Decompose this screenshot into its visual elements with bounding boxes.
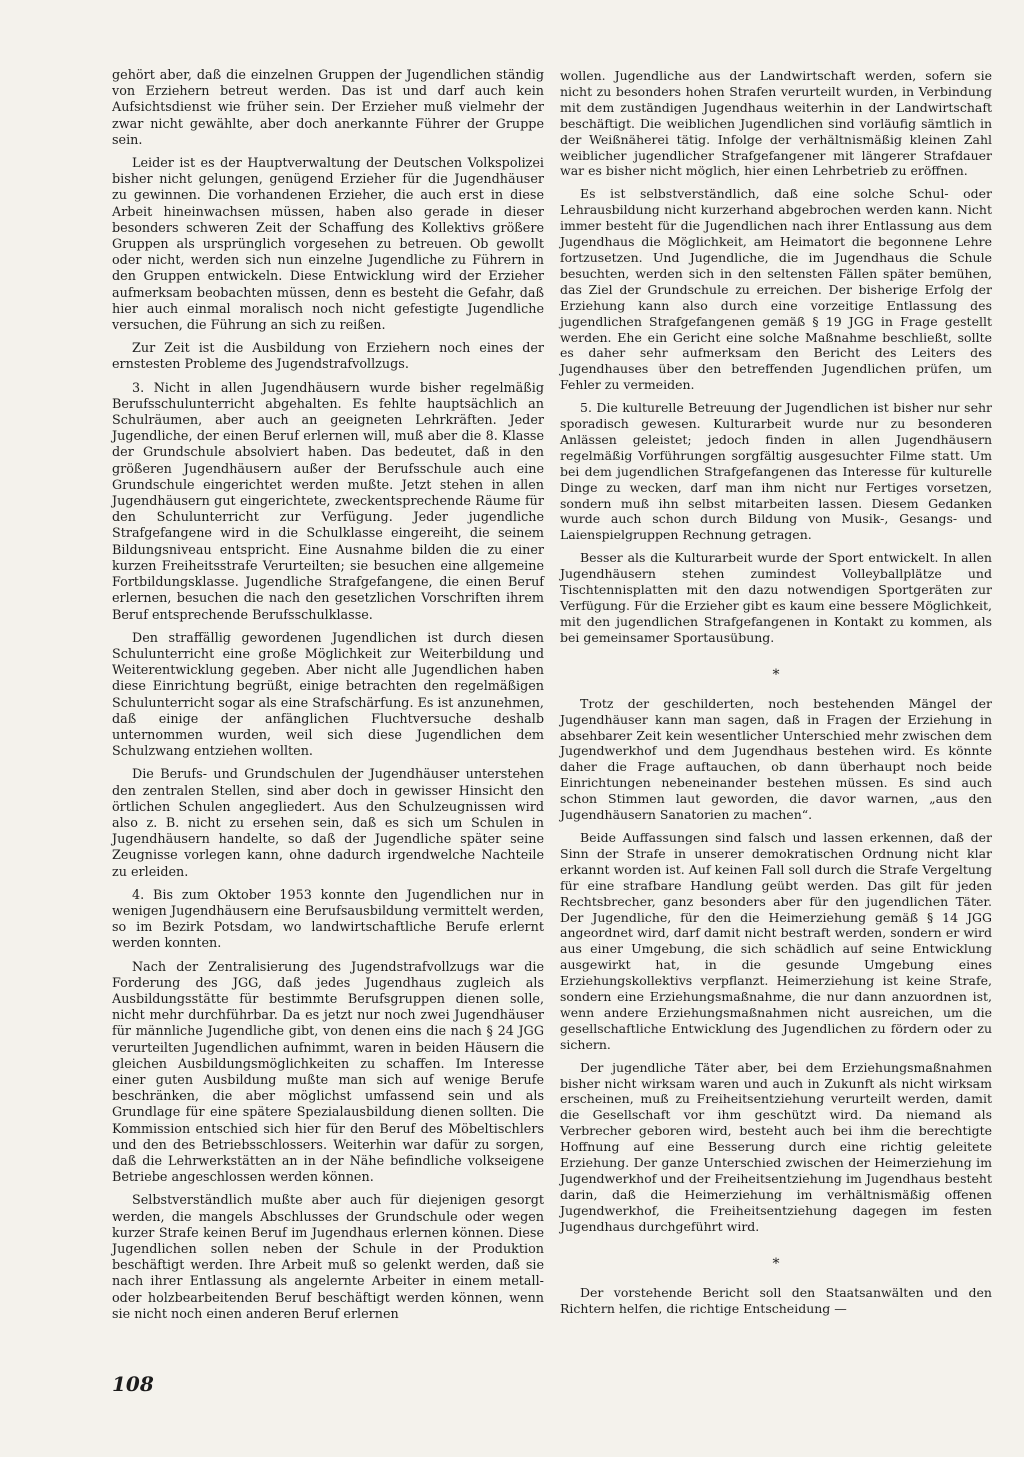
- paragraph: Die Berufs- und Grundschulen der Jugendhäuser unterstehen den zentralen Stellen, sind aber doch in gewisser Hinsicht den örtlichen Schulen angegliedert. Aus den Schulzeugnissen wird also z. B. nicht zu ersehen sein, daß es sich um Schulen in Jugendhäusern handelte, so daß der Jugendliche später seine Zeugnisse vorlegen kann, ohne dadurch irgendwelche Nachteile zu erleiden.: [112, 767, 544, 880]
- paragraph: Besser als die Kulturarbeit wurde der Sport entwickelt. In allen Jugendhäusern stehen zumindest Volleyballplätze und Tischtennisplatten mit den dazu notwendigen Sportgeräten zur Verfügung. Für die Erzieher gibt es kaum eine bessere Möglichkeit, mit den jugendlichen Strafgefangenen in Kontakt zu kommen, als bei gemeinsamer Sportausübung.: [560, 550, 992, 645]
- paragraph: Der vorstehende Bericht soll den Staatsanwälten und den Richtern helfen, die richtige Entscheidung —: [560, 1284, 992, 1316]
- paragraph: Den straffällig gewordenen Jugendlichen ist durch diesen Schulunterricht eine große Möglichkeit zur Weiterbildung und Weiterentwicklung gegeben. Aber nicht alle Jugendlichen haben diese Einrichtung begrüßt, einige betrachten den regelmäßigen Schulunterricht sogar als eine Strafschärfung. Es ist anzunehmen, daß einige der anfänglichen Fluchtversuche deshalb unternommen wurden, weil sich diese Jugendlichen dem Schulzwang entziehen wollten.: [112, 630, 544, 760]
- paragraph: Nach der Zentralisierung des Jugendstrafvollzugs war die Forderung des JGG, daß jedes Jugendhaus zugleich als Ausbildungsstätte für bestimmte Berufsgruppen dienen solle, nicht mehr durchführbar. Da es jetzt nur noch zwei Jugendhäuser für männliche Jugendliche gibt, von denen eins die nach § 24 JGG verurteilten Jugendlichen aufnimmt, waren in beiden Häusern die gleichen Ausbildungsmöglichkeiten zu schaffen. Im Interesse einer guten Ausbildung mußte man sich auf wenige Berufe beschränken, die aber möglichst umfassend sein und als Grundlage für eine spätere Spezialausbildung dienen sollten. Die Kommission entschied sich hier für den Beruf des Möbeltischlers und den des Betriebsschlossers. Weiterhin war dafür zu sorgen, daß die Lehrwerkstätten an in der Nähe befindliche volkseigene Betriebe angeschlossen werden können.: [112, 959, 544, 1186]
- paragraph: Beide Auffassungen sind falsch und lassen erkennen, daß der Sinn der Strafe in unserer demokratischen Ordnung nicht klar erkannt worden ist. Auf keinen Fall soll durch die Strafe Vergeltung für eine strafbare Handlung geübt werden. Das gilt für jeden Rechtsbrecher, ganz besonders aber für den jugendlichen Täter. Der Jugendliche, für den die Heimerziehung gemäß § 14 JGG angeordnet wird, darf damit nicht bestraft werden, sondern er wird aus einer Umgebung, die sich schädlich auf seine Entwicklung ausgewirkt hat, in die gesunde Umgebung eines Erziehungskollektivs verpflanzt. Heimerziehung ist keine Strafe, sondern eine Erziehungsmaßnahme, die nur dann anzuordnen ist, wenn andere Erziehungsmaßnahmen nicht ausreichen, um die gesellschaftliche Entwicklung des Jugendlichen zu fördern oder zu sichern.: [560, 829, 992, 1052]
- paragraph: Es ist selbstverständlich, daß eine solche Schul- oder Lehrausbildung nicht kurzerhand abgebrochen werden kann. Nicht immer besteht für die Jugendlichen nach ihrer Entlassung aus dem Jugendhaus die Möglichkeit, am Heimatort die begonnene Lehre fortzusetzen. Und Jugendliche, die im Jugendhaus die Schule besuchten, werden sich in den seltensten Fällen später bemühen, das Ziel der Grundschule zu erreichen. Der bisherige Erfolg der Erziehung kann also durch eine vorzeitige Entlassung des jugendlichen Strafgefangenen gemäß § 19 JGG in Frage gestellt werden. Ehe ein Gericht eine solche Maßnahme beschließt, sollte es daher sehr aufmerksam den Bericht des Leiters des Jugendhauses über den betreffenden Jugendlichen prüfen, um Fehler zu vermeiden.: [560, 186, 992, 393]
- section-separator-asterisk: *: [772, 666, 780, 683]
- paragraph: 5. Die kulturelle Betreuung der Jugendlichen ist bisher nur sehr sporadisch gewesen. Kulturarbeit wurde nur zu besonderen Anlässen geleistet; jedoch finden in allen Jugendhäusern regelmäßig Vorführungen sorgfältig ausgesuchter Filme statt. Um bei dem jugendlichen Strafgefangenen das Interesse für kulturelle Dinge zu wecken, darf man ihm nicht nur Fertiges vorsetzen, sondern muß ihn selbst mitarbeiten lassen. Diesem Gedanken wurde auch schon durch Bildung von Musik-, Gesangs- und Laienspielgruppen Rechnung getragen.: [560, 400, 992, 543]
- section-separator-asterisk: *: [772, 1255, 780, 1272]
- paragraph: Leider ist es der Hauptverwaltung der Deutschen Volkspolizei bisher nicht gelungen, genügend Erzieher für die Jugendhäuser zu gewinnen. Die vorhandenen Erzieher, die auch erst in diese Arbeit hineinwachsen müssen, haben also gerade in dieser besonders schweren Zeit der Schaffung des Kollektivs größere Gruppen als ursprünglich vorgesehen zu betreuen. Ob gewollt oder nicht, werden sich nun einzelne Jugendliche zu Führern in den Gruppen entwickeln. Diese Entwicklung wird der Erzieher aufmerksam beobachten müssen, denn es besteht die Gefahr, daß hier auch einmal moralisch noch nicht gefestigte Jugendliche versuchen, die Führung an sich zu reißen.: [112, 156, 544, 334]
- paragraph: Zur Zeit ist die Ausbildung von Erziehern noch eines der ernstesten Probleme des Jugendstrafvollzugs.: [112, 341, 544, 373]
- paragraph: wollen. Jugendliche aus der Landwirtschaft werden, sofern sie nicht zu besonders hohen Strafen verurteilt wurden, in Verbindung mit dem zuständigen Jugendhaus weiterhin in der Landwirtschaft beschäftigt. Die weiblichen Jugendlichen sind vorläufig sämtlich in der Weißnäherei tätig. Infolge der verhältnismäßig kleinen Zahl weiblicher jugendlicher Strafgefangener mit längerer Strafdauer war es bisher nicht möglich, hier einen Lehrbetrieb zu eröffnen.: [560, 68, 992, 179]
- page-number: 108: [112, 1372, 154, 1396]
- left-text-column: [112, 68, 544, 1330]
- paragraph: Trotz der geschilderten, noch bestehenden Mängel der Jugendhäuser kann man sagen, daß in Fragen der Erziehung in absehbarer Zeit kein wesentlicher Unterschied mehr zwischen dem Jugendwerkhof und dem Jugendhaus bestehen wird. Es könnte daher die Frage auftauchen, ob dann überhaupt noch beide Einrichtungen nebeneinander bestehen müssen. Es sind auch schon Stimmen laut geworden, die davor warnen, „aus den Jugendhäusern Sanatorien zu machen“.: [560, 695, 992, 823]
- paragraph: gehört aber, daß die einzelnen Gruppen der Jugendlichen ständig von Erziehern betreut werden. Das ist und darf auch kein Aufsichtsdienst wie früher sein. Der Erzieher muß vielmehr der zwar nicht gewählte, aber doch anerkannte Führer der Gruppe sein.: [112, 68, 544, 148]
- paragraph: 4. Bis zum Oktober 1953 konnte den Jugendlichen nur in wenigen Jugendhäusern eine Berufsausbildung vermittelt werden, so im Bezirk Potsdam, wo landwirtschaftliche Berufe erlernt werden konnten.: [112, 887, 544, 952]
- paragraph: 3. Nicht in allen Jugendhäusern wurde bisher regelmäßig Berufsschulunterricht abgehalten. Es fehlte hauptsächlich an Schulräumen, aber auch an geeigneten Lehrkräften. Jeder Jugendliche, der einen Beruf erlernen will, muß aber die 8. Klasse der Grundschule absolviert haben. Das bedeutet, daß in den größeren Jugendhäusern außer der Berufsschule auch eine Grundschule eingerichtet werden mußte. Jetzt stehen in allen Jugendhäusern gut eingerichtete, zweckentsprechende Räume für den Schulunterricht zur Verfügung. Jeder jugendliche Strafgefangene wird in die Schulklasse eingereiht, die seinem Bildungsniveau entspricht. Eine Ausnahme bilden die zu einer kurzen Freiheitsstrafe Verurteilten; sie besuchen eine allgemeine Fortbildungsklasse. Jugendliche Strafgefangene, die einen Beruf erlernen, besuchen die nach den gesetzlichen Vorschriften ihrem Beruf entsprechende Berufsschulklasse.: [112, 380, 544, 623]
- paragraph: Selbstverständlich mußte aber auch für diejenigen gesorgt werden, die mangels Abschlusses der Grundschule oder wegen kurzer Strafe keinen Beruf im Jugendhaus erlernen können. Diese Jugendlichen sollen neben der Schule in der Produktion beschäftigt werden. Ihre Arbeit muß so gelenkt werden, daß sie nach ihrer Entlassung als angelernte Arbeiter in einem metall- oder holzbearbeitenden Beruf beschäftigt werden können, wenn sie nicht noch einen anderen Beruf erlernen: [112, 1193, 544, 1322]
- right-text-column: [560, 68, 992, 1323]
- paragraph: Der jugendliche Täter aber, bei dem Erziehungsmaßnahmen bisher nicht wirksam waren und auch in Zukunft als nicht wirksam erscheinen, muß zu Freiheitsentziehung verurteilt werden, damit die Gesellschaft vor ihm geschützt wird. Da niemand als Verbrecher geboren wird, besteht auch bei ihm die berechtigte Hoffnung auf eine Besserung durch eine richtig geleitete Erziehung. Der ganze Unterschied zwischen der Heimerziehung im Jugendwerkhof und der Freiheitsentziehung im Jugendhaus besteht darin, daß die Heimerziehung im verhältnismäßig offenen Jugendwerkhof, die Freiheitsentziehung dagegen im festen Jugendhaus durchgeführt wird.: [560, 1059, 992, 1234]
